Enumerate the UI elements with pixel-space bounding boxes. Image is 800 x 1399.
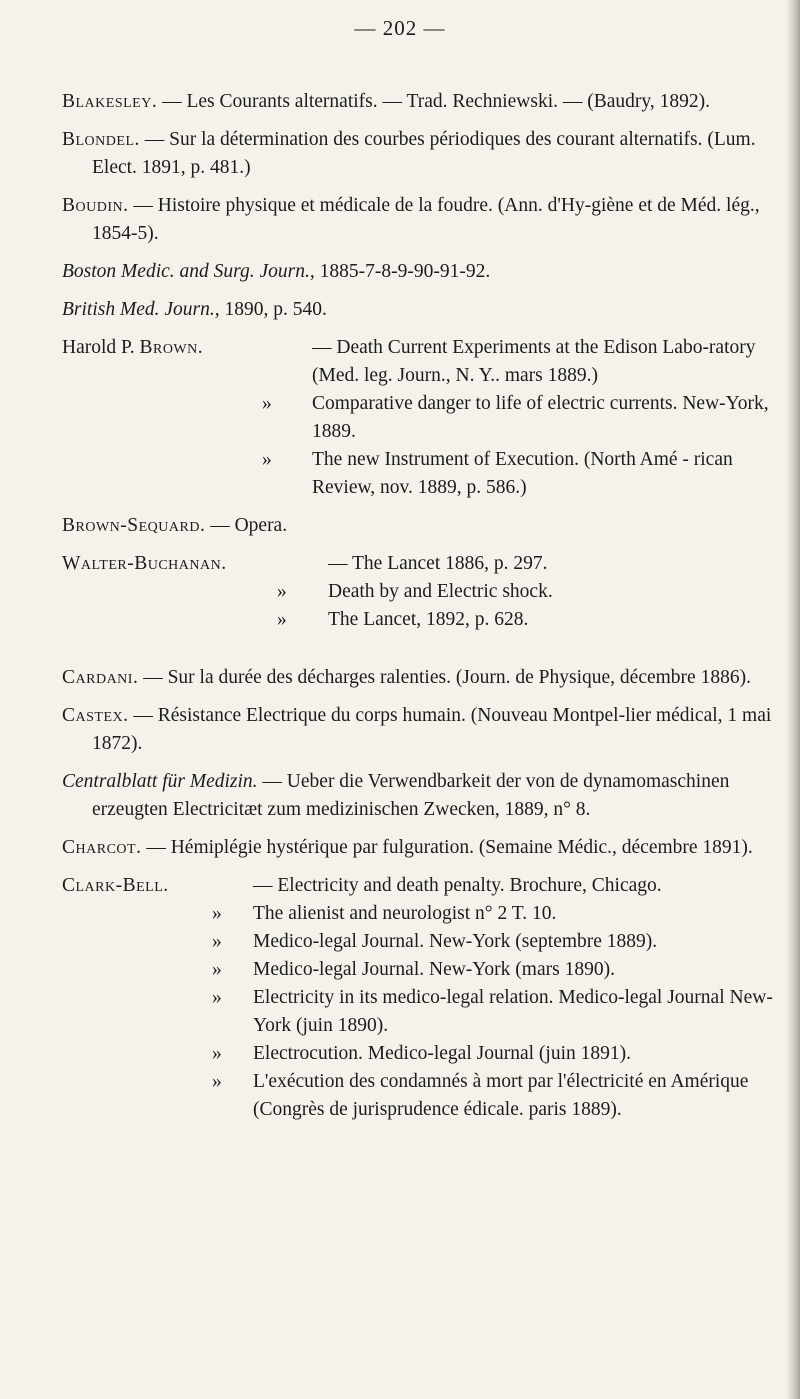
sub-entry xyxy=(62,956,787,984)
group-author xyxy=(62,334,203,362)
sub-entry-text: — Electricity and death penalty. Brochure, Chicago. xyxy=(253,875,662,896)
entry-boston xyxy=(62,258,787,286)
entry-text: — Hémiplégie hystérique par fulguration. (Semaine Médic., décembre 1891). xyxy=(141,837,753,858)
sub-entry xyxy=(62,606,787,634)
sub-entry xyxy=(62,550,787,578)
sub-entry-text: Electricity in its medico-legal relation. Medico-legal Journal New-York (juin 1890). xyxy=(253,987,773,1036)
entry-author: Blondel. xyxy=(62,129,140,150)
entry-group-clark-bell xyxy=(62,872,787,1124)
sub-entry xyxy=(62,1040,787,1068)
entry-text: — Sur la durée des décharges ralenties. (Journ. de Physique, décembre 1886). xyxy=(138,667,751,688)
sub-entry xyxy=(62,446,787,502)
bibliography-list xyxy=(62,88,787,1134)
ditto-mark: » xyxy=(212,1043,222,1064)
sub-entry-text: — The Lancet 1886, p. 297. xyxy=(328,553,548,574)
entry-charcot xyxy=(62,834,787,862)
sub-entry-text: Death by and Electric shock. xyxy=(328,581,553,602)
sub-entry-text: L'exécution des condamnés à mort par l'électricité en Amérique (Congrès de jurisprudence édicale. paris 1889). xyxy=(253,1071,749,1120)
sub-entry xyxy=(62,334,787,390)
group-author: Clark-Bell. xyxy=(62,875,169,896)
entry-blondel xyxy=(62,126,787,182)
entry-text: — Opera. xyxy=(205,515,288,536)
sub-entry-text: Medico-legal Journal. New-York (septembre 1889). xyxy=(253,931,658,952)
sub-entry-text: The alienist and neurologist n° 2 T. 10. xyxy=(253,903,557,924)
entry-brown-sequard xyxy=(62,512,787,540)
entry-boudin xyxy=(62,192,787,248)
entry-cardani xyxy=(62,664,787,692)
entry-text: — Les Courants alternatifs. — Trad. Rechniewski. — (Baudry, 1892). xyxy=(157,91,710,112)
sub-entry-text: Medico-legal Journal. New-York (mars 1890). xyxy=(253,959,615,980)
ditto-mark: » xyxy=(212,903,222,924)
entry-author: Boudin. xyxy=(62,195,129,216)
page-number: — 202 — xyxy=(354,16,446,40)
page-edge-shadow xyxy=(786,0,800,1399)
sub-entry-text: The new Instrument of Execution. (North Amé - rican Review, nov. 1889, p. 586.) xyxy=(312,449,733,498)
ditto-mark: » xyxy=(212,1071,222,1092)
ditto-mark: » xyxy=(277,581,287,602)
entry-author: Castex. xyxy=(62,705,129,726)
sub-entry-text: — Death Current Experiments at the Edison Labo-ratory (Med. leg. Journ., N. Y.. mars 1889.) xyxy=(312,337,756,386)
author-prefix: Harold P. xyxy=(62,337,135,358)
entry-text: — Histoire physique et médicale de la foudre. (Ann. d'Hy-giène et de Méd. lég., 1854-5). xyxy=(92,195,760,244)
ditto-mark: » xyxy=(262,393,272,414)
entry-group-brown xyxy=(62,334,787,502)
ditto-mark: » xyxy=(262,449,272,470)
entry-text: 1885-7-8-9-90-91-92. xyxy=(314,261,491,282)
entry-author: Centralblatt für Medizin. xyxy=(62,771,258,792)
entry-text: — Ueber die Verwendbarkeit der von de dynamomaschinen erzeugten Electricitæt zum medizinischen Zwecken, 1889, n° 8. xyxy=(92,771,730,820)
sub-entry-text: The Lancet, 1892, p. 628. xyxy=(328,609,529,630)
ditto-mark: » xyxy=(212,931,222,952)
ditto-mark: » xyxy=(277,609,287,630)
entry-author: Brown-Sequard. xyxy=(62,515,206,536)
sub-entry-text: Comparative danger to life of electric currents. New-York, 1889. xyxy=(312,393,769,442)
entry-text: 1890, p. 540. xyxy=(219,299,327,320)
sub-entry xyxy=(62,1068,787,1124)
entry-author: Blakesley. xyxy=(62,91,158,112)
ditto-mark: » xyxy=(212,987,222,1008)
entry-group-walter xyxy=(62,550,787,634)
entry-blakesley xyxy=(62,88,787,116)
sub-entry xyxy=(62,578,787,606)
entry-author: Cardani. xyxy=(62,667,139,688)
sub-entry xyxy=(62,928,787,956)
ditto-mark: » xyxy=(212,959,222,980)
entry-british xyxy=(62,296,787,324)
sub-entry xyxy=(62,900,787,928)
entry-text: — Sur la détermination des courbes périodiques des courant alternatifs. (Lum. Elect. 1891, p. 481.) xyxy=(92,129,756,178)
sub-entry xyxy=(62,872,787,900)
entry-castex xyxy=(62,702,787,758)
sub-entry xyxy=(62,390,787,446)
sub-entry xyxy=(62,984,787,1040)
entry-author: Charcot. xyxy=(62,837,142,858)
entry-text: — Résistance Electrique du corps humain. (Nouveau Montpel-lier médical, 1 mai 1872). xyxy=(92,705,772,754)
group-author: Walter-Buchanan. xyxy=(62,553,227,574)
sub-entry-text: Electrocution. Medico-legal Journal (juin 1891). xyxy=(253,1043,631,1064)
author-name: Brown. xyxy=(139,337,204,358)
entry-author: British Med. Journ., xyxy=(62,299,220,320)
entry-author: Boston Medic. and Surg. Journ., xyxy=(62,261,315,282)
entry-centralblatt xyxy=(62,768,787,824)
